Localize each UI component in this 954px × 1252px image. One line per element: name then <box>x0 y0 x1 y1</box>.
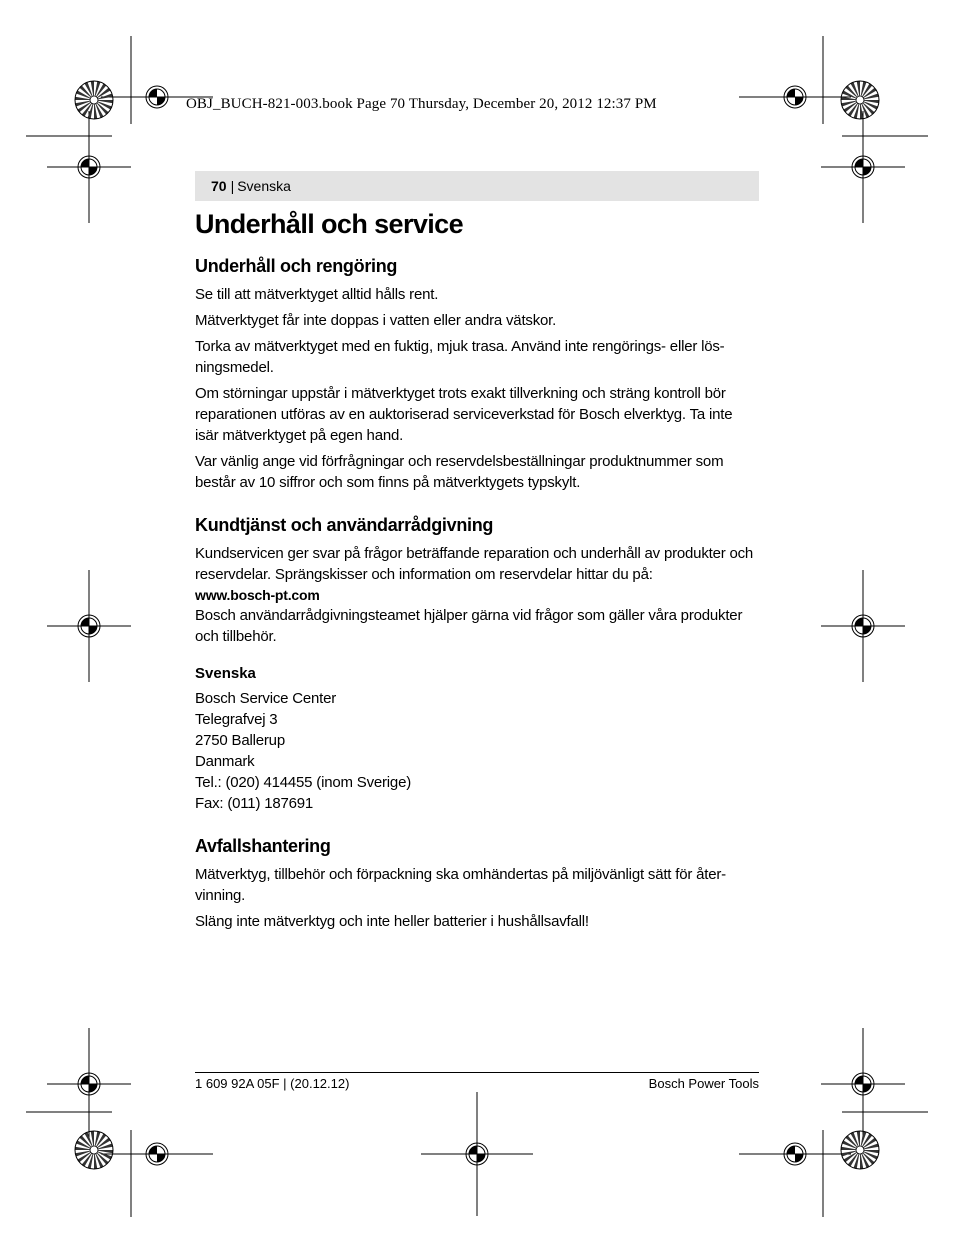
maintenance-paragraph: Var vänlig ange vid förfrågningar och reservdelsbeställningar produktnummer som består av 10 siffror och som finns på mätverktygets typskylt. <box>195 453 724 491</box>
footer-brand: Bosch Power Tools <box>648 1076 759 1091</box>
maintenance-paragraph: Mätverktyget får inte doppas i vatten eller andra vätskor. <box>195 312 557 329</box>
page-number: 70 <box>211 178 227 194</box>
footer-document-number: 1 609 92A 05F | (20.12.12) <box>195 1076 350 1091</box>
address-fax: Fax: (011) 187691 <box>195 795 314 812</box>
registration-mark <box>47 570 131 682</box>
registration-mark <box>421 1092 533 1216</box>
registration-mark <box>739 1143 851 1165</box>
star-target-mark <box>75 1131 113 1169</box>
page-title: Underhåll och service <box>195 209 464 239</box>
book-info-line: OBJ_BUCH-821-003.book Page 70 Thursday, December 20, 2012 12:37 PM <box>186 96 657 112</box>
page-content <box>195 206 759 937</box>
header-separator: | <box>230 178 235 194</box>
maintenance-paragraph: Om störningar uppstår i mätverktyget trots exakt tillverkning och sträng kontroll bör reparationen utföras av en auktoriserad serviceverkstad för Bosch elverktyg. Ta inte isär mätverktyget på egen hand. <box>195 385 733 444</box>
disposal-paragraph: Mätverktyg, tillbehör och förpackning ska omhändertas på miljövänligt sätt för åter-vinning. <box>195 866 726 904</box>
registration-mark <box>739 86 851 108</box>
customer-service-advice: Bosch användarrådgivningsteamet hjälper gärna vid frågor som gäller våra produkter och tillbehör. <box>195 607 743 645</box>
registration-mark <box>821 111 905 223</box>
maintenance-paragraph: Torka av mätverktyget med en fuktig, mjuk trasa. Använd inte rengörings- eller lös-ningsmedel. <box>195 338 725 376</box>
address-line: 2750 Ballerup <box>195 732 285 749</box>
address-phone: Tel.: (020) 414455 (inom Sverige) <box>195 774 412 791</box>
maintenance-paragraph: Se till att mätverktyget alltid hålls rent. <box>195 286 439 303</box>
service-address <box>195 688 759 814</box>
address-line: Bosch Service Center <box>195 690 337 707</box>
header-language: Svenska <box>237 178 291 194</box>
footer-rule <box>195 1072 759 1073</box>
registration-mark <box>821 1028 905 1140</box>
address-line: Telegrafvej 3 <box>195 711 278 728</box>
page-header <box>195 171 759 201</box>
star-target-mark <box>841 1131 879 1169</box>
customer-service-intro: Kundservicen ger svar på frågor beträffande reparation och underhåll av produkter och reservdelar. Sprängskisser och information om reservdelar hittar du på: <box>195 545 754 583</box>
heading-maintenance: Underhåll och rengöring <box>195 256 398 276</box>
star-target-mark <box>841 81 879 119</box>
address-line: Danmark <box>195 753 255 770</box>
registration-mark <box>101 1143 213 1165</box>
heading-disposal: Avfallshantering <box>195 836 331 856</box>
country-heading: Svenska <box>195 665 256 682</box>
disposal-paragraph: Släng inte mätverktyg och inte heller batterier i hushållsavfall! <box>195 913 589 930</box>
star-target-mark <box>75 81 113 119</box>
heading-customer-service: Kundtjänst och användarrådgivning <box>195 515 494 535</box>
bosch-website-link[interactable]: www.bosch-pt.com <box>195 587 320 603</box>
registration-mark <box>821 570 905 682</box>
registration-mark <box>47 1028 131 1140</box>
registration-mark <box>47 111 131 223</box>
